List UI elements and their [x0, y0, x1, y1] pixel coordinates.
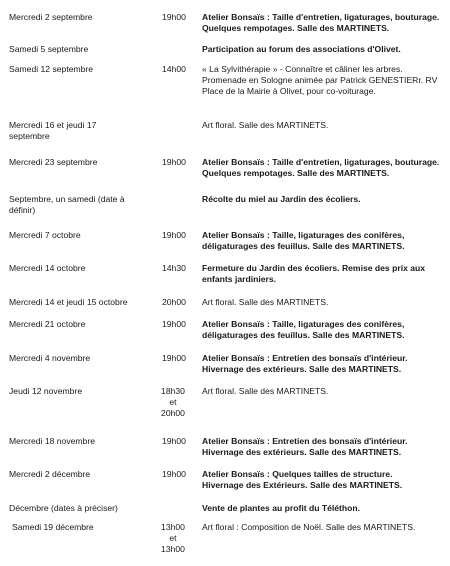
- event-description-line: Hivernage des Extérieurs. Salle des MARTINETS.: [202, 480, 403, 490]
- event-date: Mercredi 23 septembre: [9, 157, 98, 167]
- event-description: [202, 12, 446, 34]
- event-date-line: Septembre, un samedi (date à: [9, 194, 125, 204]
- event-description: [202, 157, 446, 179]
- event-description-line: Art floral. Salle des MARTINETS.: [202, 297, 329, 307]
- event-description: [202, 522, 446, 533]
- event-date-line: définir): [9, 205, 36, 215]
- event-description-line: Promenade en Sologne animée par Patrick GENESTIERr. RV: [202, 75, 438, 85]
- event-description-line: Art floral : Composition de Noël. Salle des MARTINETS.: [202, 522, 416, 532]
- event-time-line: 20h00: [161, 408, 185, 418]
- event-date: Samedi 19 décembre: [12, 522, 94, 532]
- event-description: [202, 353, 446, 375]
- event-description-line: Vente de plantes au profit du Téléthon.: [202, 503, 361, 513]
- event-time-line: et: [169, 533, 177, 543]
- event-description: [202, 297, 446, 308]
- event-description-line: déligaturages des feuillus. Salle des MARTINETS.: [202, 330, 405, 340]
- event-description: [202, 319, 446, 341]
- event-date: Mercredi 14 octobre: [9, 263, 86, 273]
- event-description-line: Hivernage des extérieurs. Salle des MARTINETS.: [202, 447, 402, 457]
- event-date: Mercredi 2 septembre: [9, 12, 93, 22]
- event-description-line: Atelier Bonsaïs : Quelques tailles de structure.: [202, 469, 393, 479]
- event-time: 14h30: [162, 263, 186, 273]
- event-time-line: 18h30: [161, 386, 185, 396]
- event-description: [202, 120, 446, 131]
- event-date: Samedi 5 septembre: [9, 44, 89, 54]
- event-description-line: Récolte du miel au Jardin des écoliers.: [202, 194, 361, 204]
- event-time-line: et: [169, 397, 177, 407]
- event-description: [202, 503, 446, 514]
- event-description-line: Art floral. Salle des MARTINETS.: [202, 386, 329, 396]
- event-description-line: Atelier Bonsaïs : Taille d'entretien, ligaturages, bouturage.: [202, 12, 440, 22]
- event-date: Samedi 12 septembre: [9, 64, 94, 74]
- event-description: [202, 230, 446, 252]
- event-time: 19h00: [162, 353, 186, 363]
- event-date-line: Mercredi 16 et jeudi 17: [9, 120, 97, 130]
- event-date: [9, 194, 154, 216]
- event-description-line: Quelques rempotages. Salle des MARTINETS.: [202, 168, 390, 178]
- event-date: [9, 120, 154, 142]
- event-time: [157, 386, 189, 419]
- event-time: 20h00: [162, 297, 186, 307]
- event-description: [202, 194, 446, 205]
- event-description-line: Fermeture du Jardin des écoliers. Remise des prix aux: [202, 263, 426, 273]
- event-time: 19h00: [162, 436, 186, 446]
- event-time-line: 13h00: [161, 544, 185, 554]
- event-description-line: enfants jardiniers.: [202, 274, 277, 284]
- event-description-line: Art floral. Salle des MARTINETS.: [202, 120, 329, 130]
- event-time: 19h00: [162, 230, 186, 240]
- event-description: [202, 436, 446, 458]
- event-description-line: Atelier Bonsaïs : Entretien des bonsaïs d'intérieur.: [202, 353, 408, 363]
- event-date: Jeudi 12 novembre: [9, 386, 83, 396]
- event-description: [202, 469, 446, 491]
- event-date: Mercredi 14 et jeudi 15 octobre: [9, 297, 128, 307]
- event-date: Mercredi 18 novembre: [9, 436, 95, 446]
- event-description-line: Place de la Mairie à Olivet, pour co-voiturage.: [202, 86, 376, 96]
- event-description-line: Participation au forum des associations d'Olivet.: [202, 44, 401, 54]
- event-time: 19h00: [162, 157, 186, 167]
- event-date: Mercredi 2 décembre: [9, 469, 91, 479]
- event-description-line: Atelier Bonsaïs : Entretien des bonsaïs d'intérieur.: [202, 436, 408, 446]
- event-description-line: Atelier Bonsaïs : Taille, ligaturages des conifères,: [202, 319, 405, 329]
- event-time: 19h00: [162, 319, 186, 329]
- event-description: [202, 263, 446, 285]
- event-description-line: Atelier Bonsaïs : Taille d'entretien, ligaturages, bouturage.: [202, 157, 440, 167]
- event-date: Décembre (dates à préciser): [9, 503, 118, 513]
- event-date-line: septembre: [9, 131, 50, 141]
- event-time: 19h00: [162, 469, 186, 479]
- event-description: [202, 44, 446, 55]
- event-description-line: « La Sylvithérapie » - Connaître et câliner les arbres.: [202, 64, 403, 74]
- event-date: Mercredi 21 octobre: [9, 319, 86, 329]
- event-time: 19h00: [162, 12, 186, 22]
- event-date: Mercredi 7 octobre: [9, 230, 81, 240]
- event-time: 14h00: [162, 64, 186, 74]
- event-description-line: Quelques rempotages. Salle des MARTINETS.: [202, 23, 390, 33]
- event-description-line: Hivernage des extérieurs. Salle des MARTINETS.: [202, 364, 402, 374]
- event-description: [202, 386, 446, 397]
- event-description-line: Atelier Bonsaïs : Taille, ligaturages des conifères,: [202, 230, 405, 240]
- event-description-line: déligaturages des feuillus. Salle des MARTINETS.: [202, 241, 405, 251]
- event-time-line: 13h00: [161, 522, 185, 532]
- event-date: Mercredi 4 novembre: [9, 353, 91, 363]
- event-description: [202, 64, 446, 97]
- event-time: [157, 522, 189, 555]
